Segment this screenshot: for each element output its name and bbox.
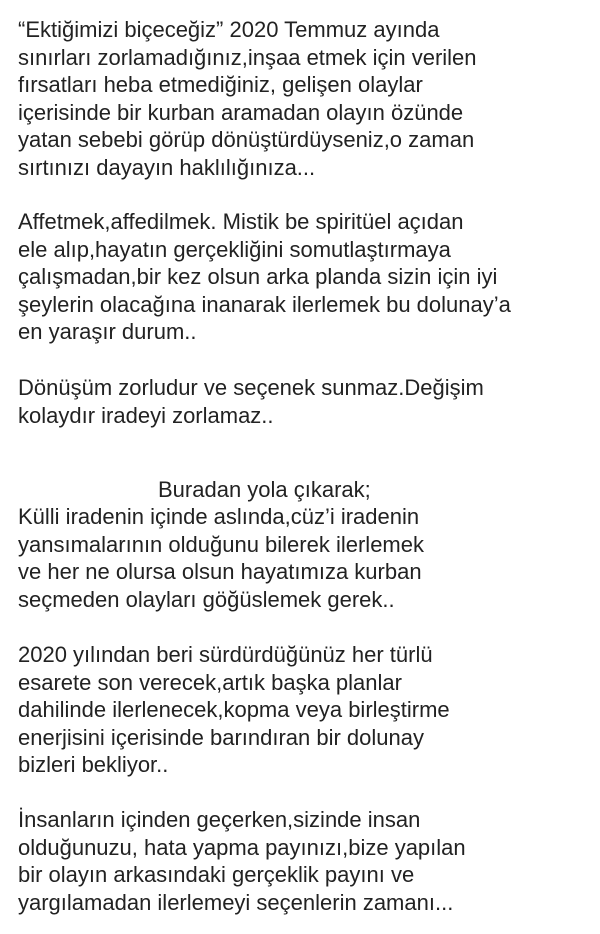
text-line: seçmeden olayları göğüslemek gerek.. (18, 586, 395, 612)
text-line: en yaraşır durum.. (18, 319, 197, 345)
text-line: fırsatları heba etmediğiniz, gelişen olaylar (18, 72, 423, 98)
text-line: Dönüşüm zorludur ve seçenek sunmaz.Değişim (18, 375, 484, 400)
paragraph-6 (18, 806, 598, 916)
text-line: 2020 yılından beri sürdürdüğünüz her türlü (18, 642, 433, 667)
text-line: ve her ne olursa olsun hayatımıza kurban (18, 559, 422, 585)
text-line: İnsanların içinden geçerken,sizinde insan (18, 807, 421, 832)
text-line: bir olayın arkasındaki gerçeklik payını ve (18, 862, 415, 888)
paragraph-4-heading (158, 476, 600, 504)
text-line: bizleri bekliyor.. (18, 752, 169, 778)
paragraph-3 (18, 374, 598, 429)
text-line: şeylerin olacağına inanarak ilerlemek bu dolunay’a (18, 291, 511, 317)
text-line: “Ektiğimizi biçeceğiz” 2020 Temmuz ayında (18, 17, 440, 42)
paragraph-1 (18, 16, 598, 182)
text-line: Külli iradenin içinde aslında,cüz’i iradenin (18, 504, 420, 529)
heading-line: Buradan yola çıkarak; (158, 477, 371, 502)
text-line: içerisinde bir kurban aramadan olayın özünde (18, 99, 464, 125)
text-line: sırtınızı dayayın haklılığınıza... (18, 154, 316, 180)
paragraph-2 (18, 208, 598, 346)
paragraph-5 (18, 641, 598, 779)
text-line: yansımalarının olduğunu bilerek ilerlemek (18, 531, 424, 557)
text-line: esarete son verecek,artık başka planlar (18, 669, 402, 695)
text-line: Affetmek,affedilmek. Mistik be spiritüel açıdan (18, 209, 464, 234)
text-line: dahilinde ilerlenecek,kopma veya birleştirme (18, 697, 450, 723)
text-line: ele alıp,hayatın gerçekliğini somutlaştırmaya (18, 236, 451, 262)
text-line: enerjisini içerisinde barındıran bir dolunay (18, 724, 425, 750)
text-line: sınırları zorlamadığınız,inşaa etmek için verilen (18, 44, 477, 70)
text-line: çalışmadan,bir kez olsun arka planda sizin için iyi (18, 264, 498, 290)
text-line: olduğunuzu, hata yapma payınızı,bize yapılan (18, 834, 466, 860)
text-line: kolaydır iradeyi zorlamaz.. (18, 402, 274, 428)
paragraph-4 (18, 503, 598, 613)
text-line: yargılamadan ilerlemeyi seçenlerin zamanı... (18, 889, 454, 915)
text-line: yatan sebebi görüp dönüştürdüyseniz,o zaman (18, 127, 475, 153)
